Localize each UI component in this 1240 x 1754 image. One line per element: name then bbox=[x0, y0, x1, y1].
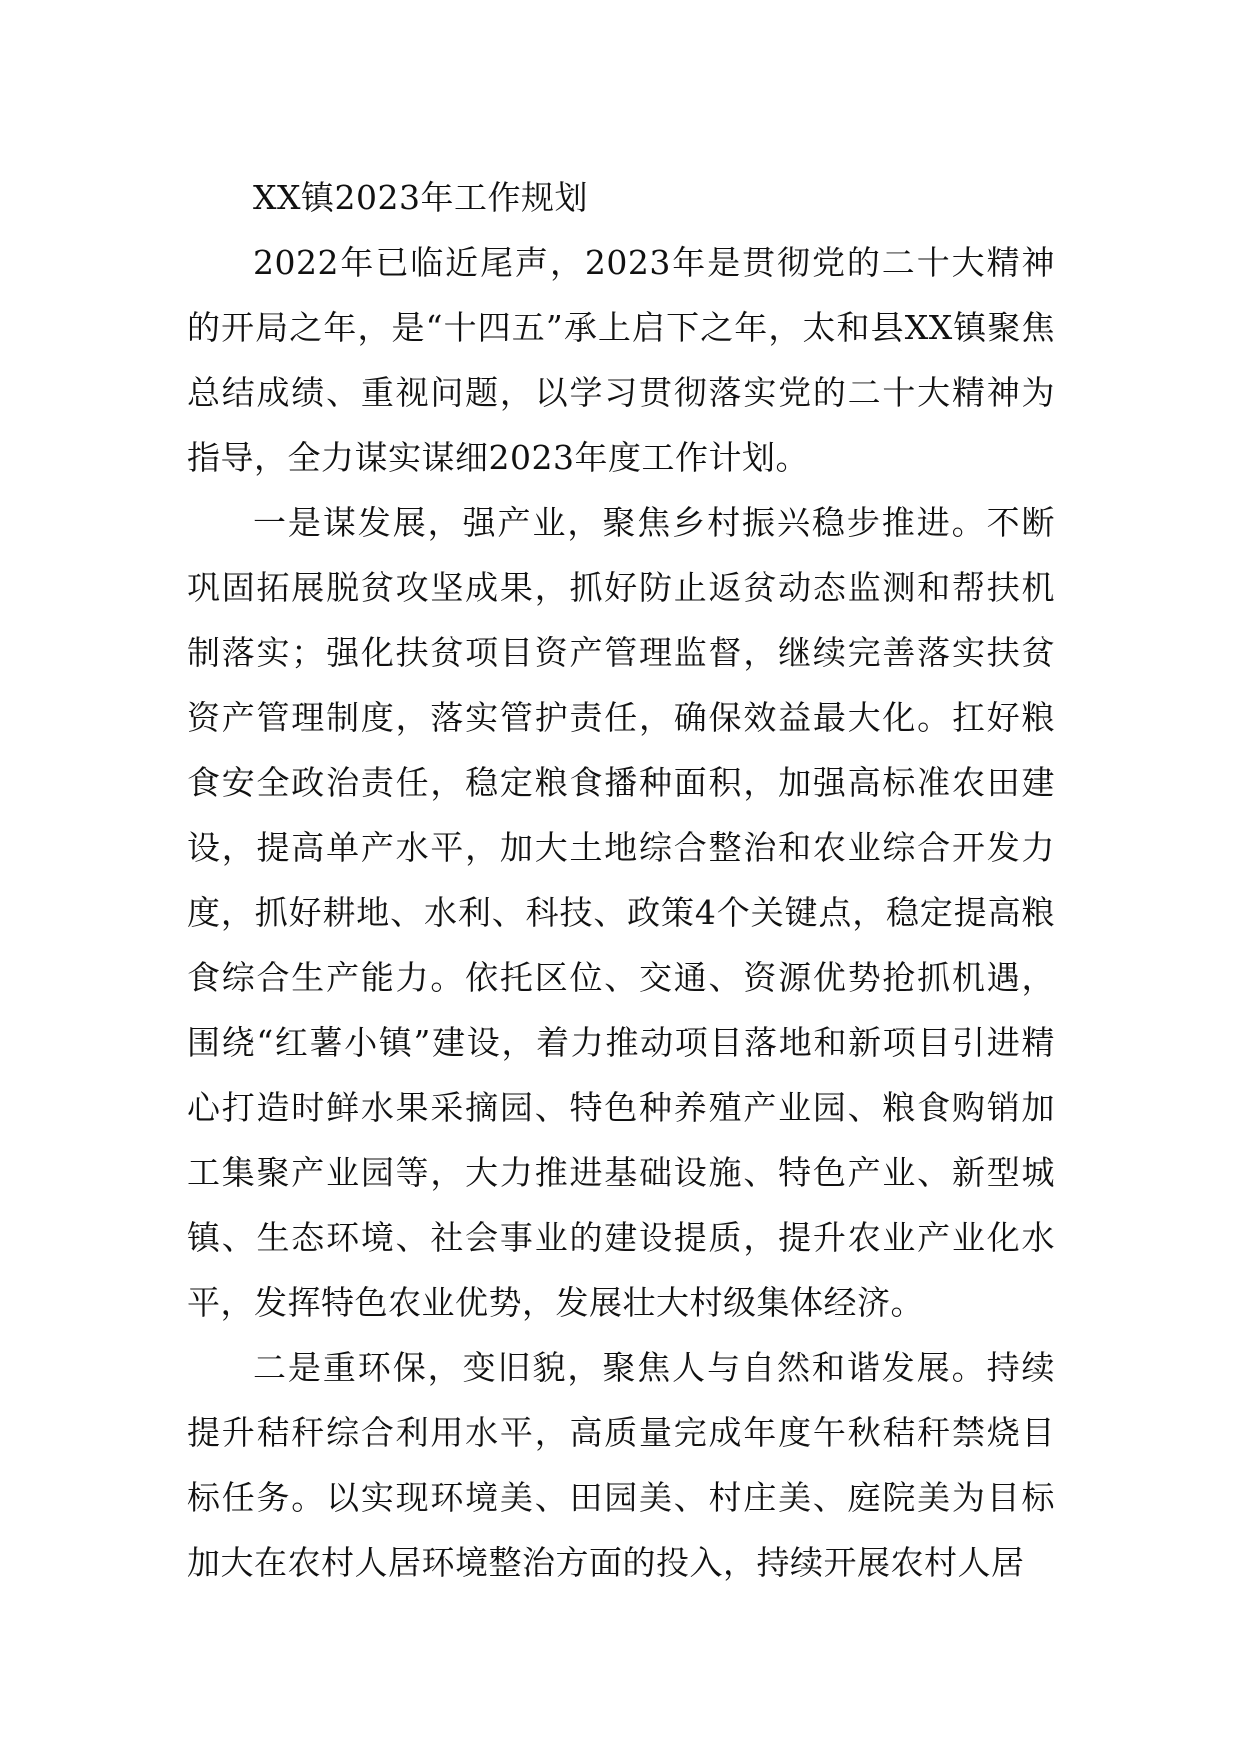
document-title: XX镇2023年工作规划 bbox=[253, 178, 588, 217]
paragraph-environment: 二是重环保，变旧貌，聚焦人与自然和谐发展。持续提升秸秆综合利用水平，高质量完成年度午秋秸秆禁烧目标任务。以实现环境美、田园美、村庄美、庭院美为目标加大在农村人居环境整治方面的投入，持续开展农村人居 bbox=[187, 1348, 1055, 1582]
document-body bbox=[187, 165, 1055, 1595]
paragraph-intro: 2022年已临近尾声，2023年是贯彻党的二十大精神的开局之年，是“十四五”承上启下之年，太和县XX镇聚焦总结成绩、重视问题，以学习贯彻落实党的二十大精神为指导，全力谋实谋细2023年度工作计划。 bbox=[187, 243, 1055, 477]
paragraph-development: 一是谋发展，强产业，聚焦乡村振兴稳步推进。不断巩固拓展脱贫攻坚成果，抓好防止返贫动态监测和帮扶机制落实；强化扶贫项目资产管理监督，继续完善落实扶贫资产管理制度，落实管护责任，确保效益最大化。扛好粮食安全政治责任，稳定粮食播种面积，加强高标准农田建设，提高单产水平，加大土地综合整治和农业综合开发力度，抓好耕地、水利、科技、政策4个关键点，稳定提高粮食综合生产能力。依托区位、交通、资源优势抢抓机遇，围绕“红薯小镇”建设，着力推动项目落地和新项目引进精心打造时鲜水果采摘园、特色种养殖产业园、粮食购销加工集聚产业园等，大力推进基础设施、特色产业、新型城镇、生态环境、社会事业的建设提质，提升农业产业化水平，发挥特色农业优势，发展壮大村级集体经济。 bbox=[187, 503, 1055, 1322]
